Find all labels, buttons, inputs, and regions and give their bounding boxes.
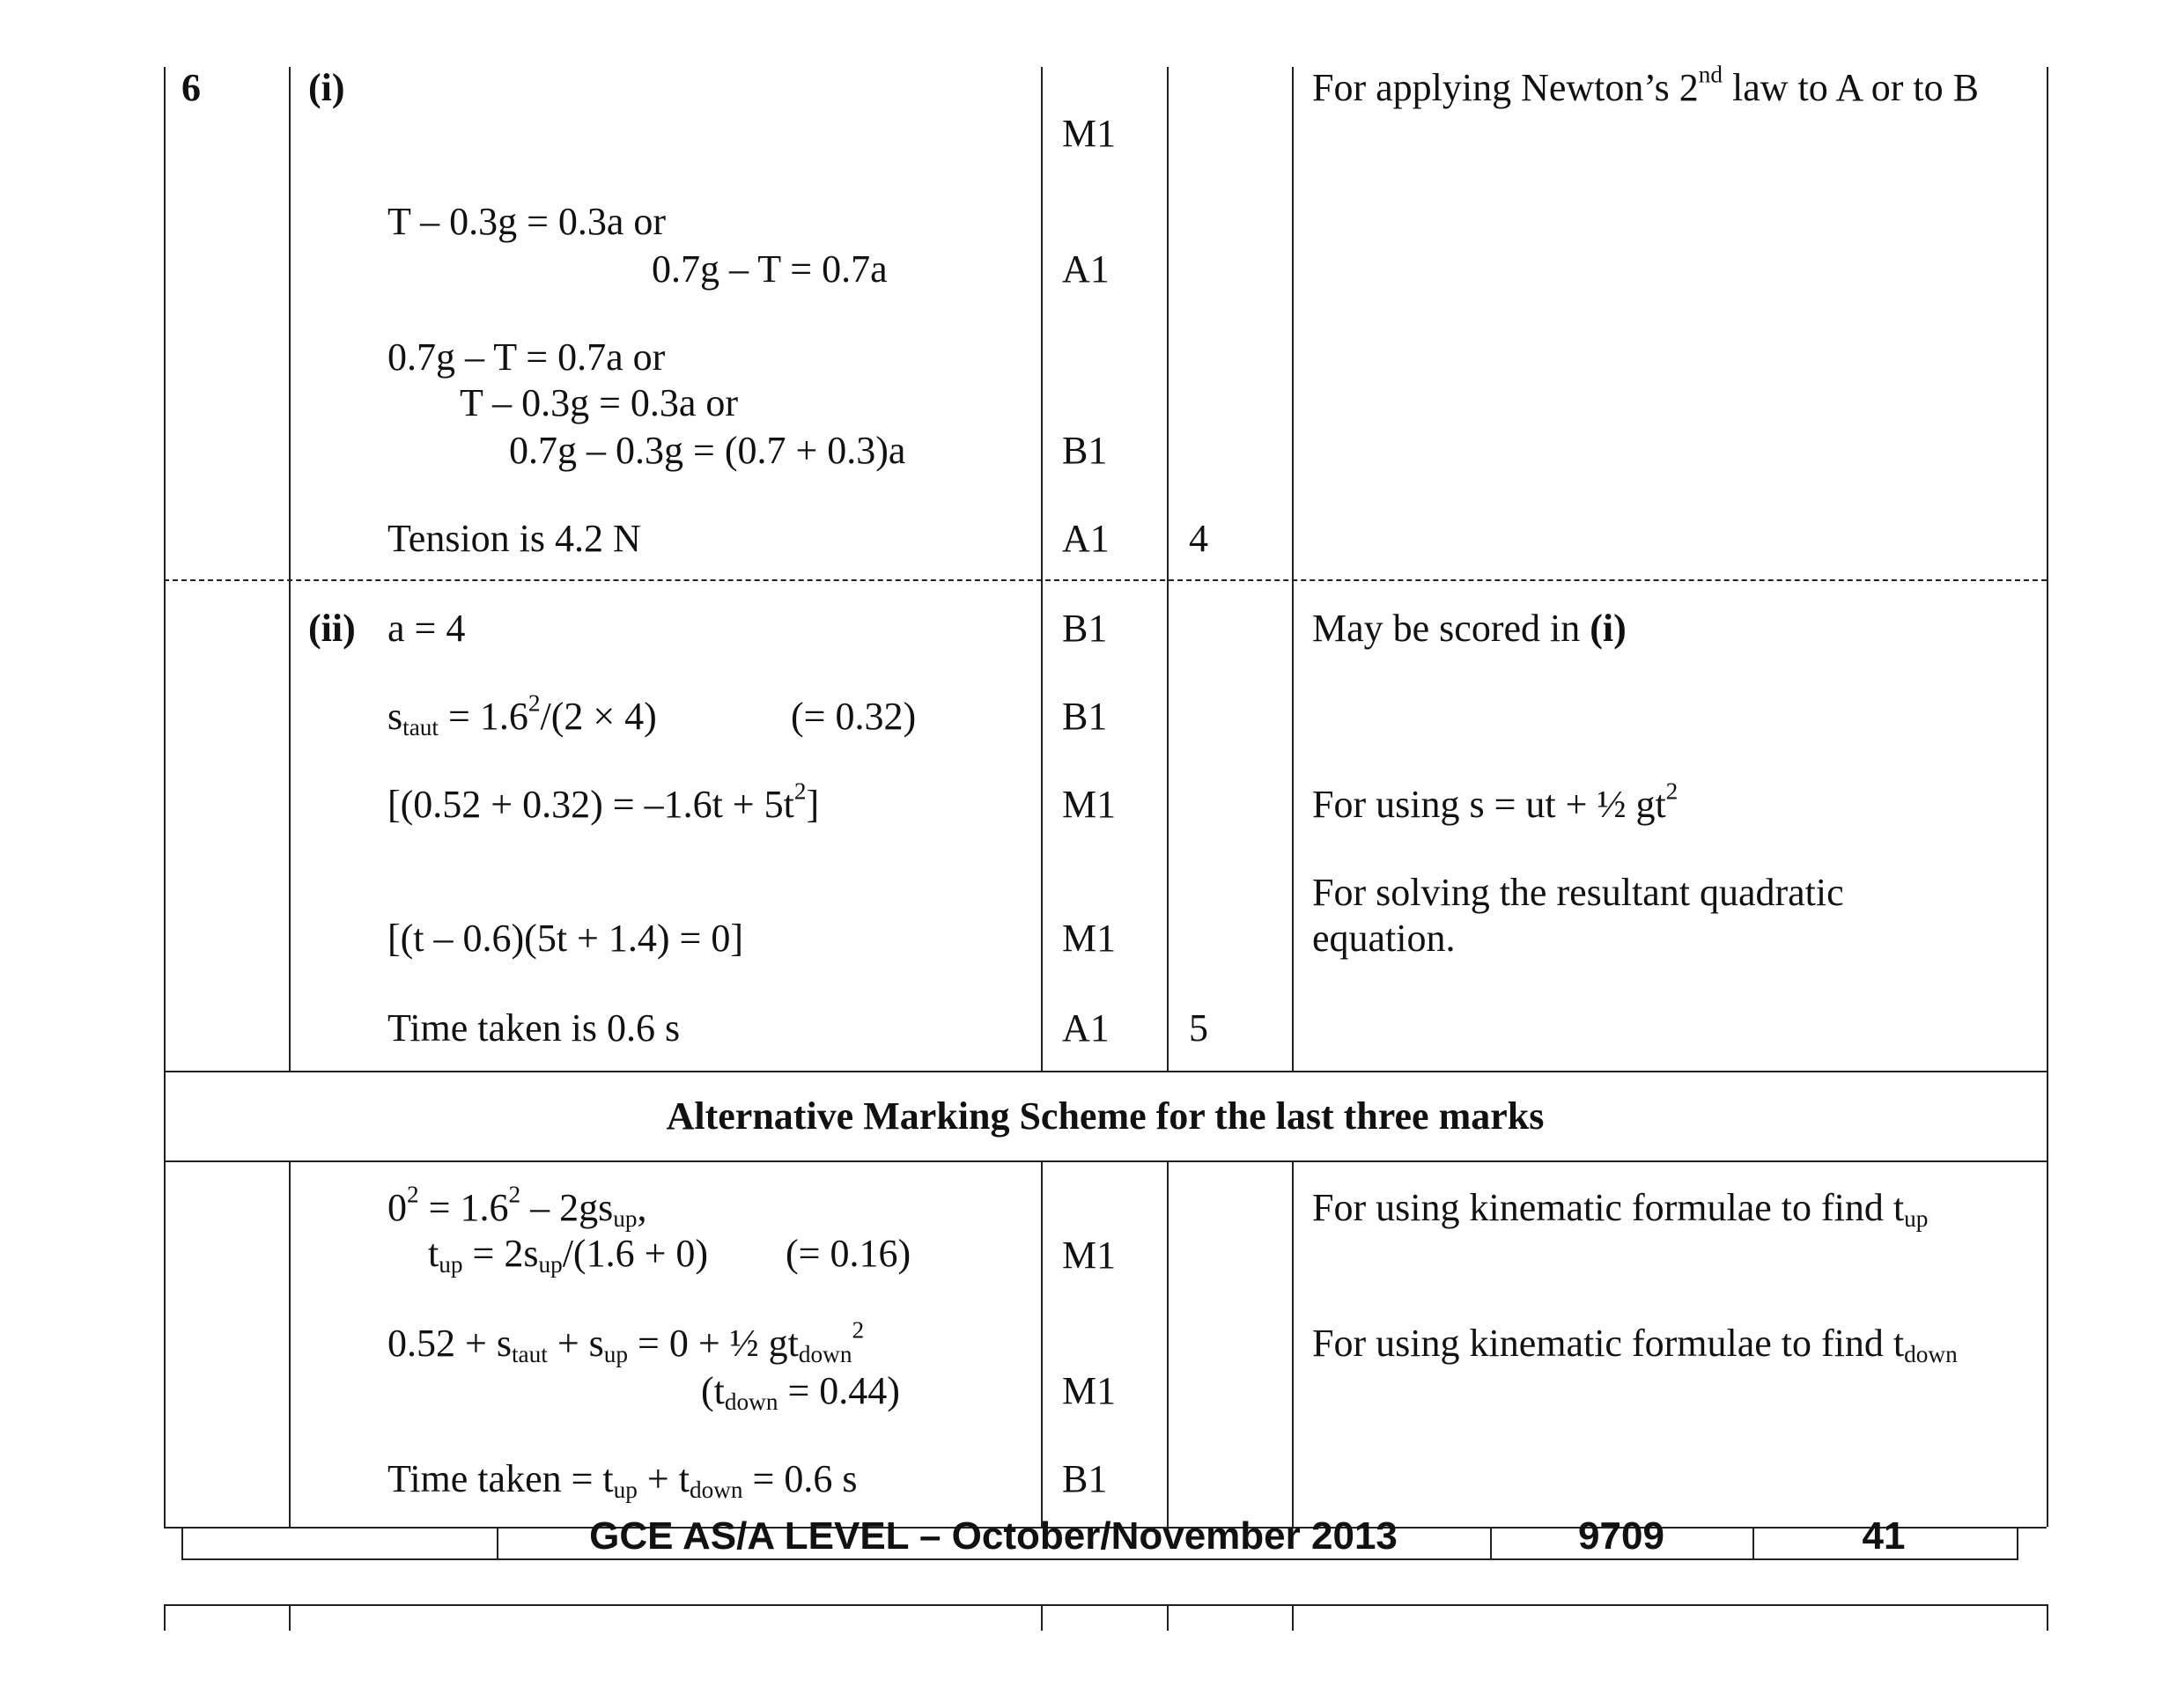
part-i-m1-comment: For applying Newton’s 2nd law to A or to B <box>1312 61 1979 109</box>
table-border-left <box>164 67 166 1527</box>
next-table-col-2 <box>1041 1604 1043 1631</box>
part-i-label: (i) <box>308 66 345 109</box>
part-i-equation-2a: 0.7g – T = 0.7a or <box>387 335 666 379</box>
alt-mark-2: M1 <box>1062 1369 1117 1412</box>
alt-line-1: $0^2 = 1.6^2 - 2gs_{up}$, <box>387 1181 647 1232</box>
part-i-tension-result: Tension is 4.2 N <box>387 517 641 560</box>
alternative-heading: Alternative Marking Scheme for the last three marks <box>666 1094 1545 1138</box>
part-i-equation-1b: 0.7g – T = 0.7a <box>652 247 888 291</box>
part-ii-staut-value: (= 0.32) <box>791 695 917 738</box>
alt-column-divider-part <box>289 1160 291 1527</box>
part-i-equation-1a: T – 0.3g = 0.3a or <box>387 200 667 243</box>
part-separator-dashed <box>164 579 2047 581</box>
part-i-equation-2b: T – 0.3g = 0.3a or <box>460 381 739 424</box>
column-divider-total <box>1167 67 1169 1071</box>
alt-line-3: $0.52 + s_{taut} + s_{up} = 0$ + ½ $gt_{down}^2$ <box>387 1316 865 1367</box>
part-i-equation-2c: 0.7g – 0.3g = (0.7 + 0.3)a <box>509 429 906 472</box>
alt-line-5: Time taken = $t_{up} + t_{down} = 0.6$ s <box>387 1457 858 1503</box>
alt-heading-bottom-border <box>164 1160 2047 1162</box>
part-ii-staut-equation: $s_{taut} = 1.6^2/(2 \times 4)$ <box>387 689 657 740</box>
alt-column-divider-mark <box>1041 1160 1043 1527</box>
part-i-final-mark: A1 <box>1062 517 1110 560</box>
part-ii-total: 5 <box>1189 1006 1208 1050</box>
alt-mark-3: B1 <box>1062 1457 1108 1500</box>
alt-heading-top-border <box>164 1071 2047 1072</box>
part-i-a1-mark: A1 <box>1062 247 1110 291</box>
part-ii-quadratic-comment: For using s = ut + ½ $gt^2$ <box>1312 777 1679 826</box>
alt-line-2: $t_{up} = 2s_{up}/(1.6 + 0)$ <box>428 1232 709 1278</box>
part-ii-quadratic-mark: M1 <box>1062 783 1117 826</box>
alt-line-4: $(t_{down} = 0.44)$ <box>701 1369 900 1415</box>
part-ii-acceleration: a = 4 <box>387 607 466 650</box>
alt-line-2-value: (= 0.16) <box>786 1232 911 1275</box>
column-divider-guidance <box>1292 67 1294 1071</box>
part-ii-staut-mark: B1 <box>1062 695 1108 738</box>
part-i-total: 4 <box>1189 517 1208 560</box>
next-table-top-border <box>164 1604 2047 1606</box>
next-table-col-3 <box>1167 1604 1169 1631</box>
alt-comment-1: For using kinematic formulae to find $t_{up}$ <box>1312 1186 1929 1232</box>
part-ii-time-result: Time taken is 0.6 s <box>387 1006 681 1050</box>
part-ii-acceleration-mark: B1 <box>1062 607 1108 650</box>
part-ii-solve-comment-2: equation. <box>1312 917 1456 960</box>
part-i-b1-mark: B1 <box>1062 429 1108 472</box>
footer-paper-number: 41 <box>1862 1514 1906 1558</box>
next-table-col-4 <box>1292 1604 1294 1631</box>
alt-comment-2: For using kinematic formulae to find $t_{down}$ <box>1312 1322 1958 1367</box>
footer-syllabus-code: 9709 <box>1578 1514 1664 1558</box>
part-ii-label: (ii) <box>308 607 356 650</box>
footer-exam-title: GCE AS/A LEVEL – October/November 2013 <box>589 1514 1398 1558</box>
part-i-m1-mark: M1 <box>1062 112 1117 155</box>
alt-column-divider-total <box>1167 1160 1169 1527</box>
part-ii-acceleration-comment: May be scored in (i) <box>1312 607 1627 650</box>
part-ii-solve-equation: [(t – 0.6)(5t + 1.4) = 0] <box>387 917 743 960</box>
alt-column-divider-guidance <box>1292 1160 1294 1527</box>
column-divider-mark <box>1041 67 1043 1071</box>
part-ii-solve-mark: M1 <box>1062 917 1117 960</box>
next-table-right <box>2047 1604 2048 1631</box>
part-ii-solve-comment-1: For solving the resultant quadratic <box>1312 871 1844 914</box>
alt-mark-1: M1 <box>1062 1234 1117 1277</box>
part-ii-quadratic-equation: $[(0.52 + 0.32) = -1.6t + 5t^2]$ <box>387 777 820 826</box>
question-number: 6 <box>181 66 201 109</box>
column-divider-part <box>289 67 291 1071</box>
next-table-col-1 <box>289 1604 291 1631</box>
next-table-left <box>164 1604 166 1631</box>
part-ii-time-mark: A1 <box>1062 1006 1110 1050</box>
table-border-right <box>2047 67 2048 1527</box>
